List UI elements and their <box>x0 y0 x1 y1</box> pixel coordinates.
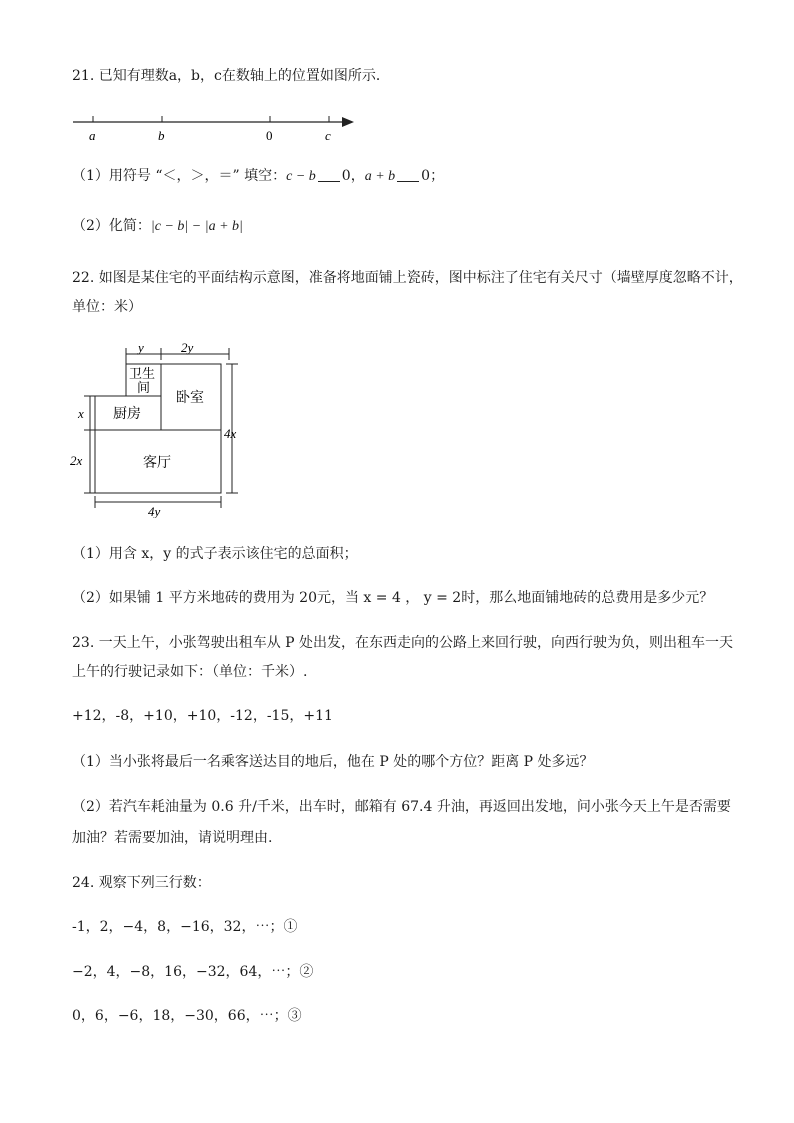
dim-bottom-4y: 4y <box>148 504 161 518</box>
dim-right-4x: 4x <box>224 426 237 441</box>
label-c: c <box>325 128 331 143</box>
q21-part1-v2: 0； <box>421 168 445 184</box>
label-zero: 0 <box>266 128 273 143</box>
dim-top-2y: 2y <box>181 340 194 355</box>
floor-plan-diagram <box>66 338 256 518</box>
q24-title: 24. 观察下列三行数： <box>72 875 211 891</box>
q21-expr-a-plus-b: a + b <box>364 169 396 184</box>
label-b: b <box>158 128 165 143</box>
q24-row1: -1，2，−4，8，−16，32，⋯；① <box>72 919 298 935</box>
q23-part2-line2: 加油？若需要加油，请说明理由. <box>72 830 273 846</box>
kitchen-label: 厨房 <box>113 407 141 422</box>
bathroom-label-2: 间 <box>137 380 151 395</box>
q22-part1: （1）用含 x，y 的式子表示该住宅的总面积； <box>72 546 358 562</box>
dim-top-y: y <box>138 340 144 355</box>
q21-part1-prefix: （1）用符号 “＜，＞，＝” 填空： <box>72 168 287 184</box>
living-room-label: 客厅 <box>143 456 171 471</box>
q21-title: 21. 已知有理数a，b，c在数轴上的位置如图所示． <box>72 68 390 84</box>
q22-title-line1: 22. 如图是某住宅的平面结构示意图，准备将地面铺上瓷砖，图中标注了住宅有关尺寸（墙壁厚度忽略不计， <box>72 270 743 286</box>
dim-left-x: x <box>78 406 84 421</box>
bathroom-label-1: 卫生 <box>129 366 156 381</box>
q23-part2-line1: （2）若汽车耗油量为 0.6 升/千米，出车时，邮箱有 67.4 升油，再返回出发地，问小张今天上午是否需要 <box>72 799 731 815</box>
answer-blank-1[interactable] <box>318 167 340 182</box>
q23-records: +12，-8，+10，+10，-12，-15，+11 <box>72 708 333 724</box>
q24-row2: −2，4，−8，16，−32，64，⋯；② <box>72 964 314 980</box>
dim-left-2x: 2x <box>70 453 83 468</box>
q21-expr-c-minus-b: c − b <box>286 169 316 184</box>
label-a: a <box>89 128 96 143</box>
q21-part2-prefix: （2）化简： <box>72 218 151 234</box>
bedroom-label: 卧室 <box>176 391 204 406</box>
q22-part2: （2）如果铺 1 平方米地砖的费用为 20元，当 x = 4 ， y = 2时，那么地面铺地砖的总费用是多少元？ <box>72 590 714 606</box>
q22-title-line2: 单位：米） <box>72 299 142 315</box>
number-line-figure <box>70 108 370 144</box>
q23-part1: （1）当小张将最后一名乘客送达目的地后，他在 P 处的哪个方位？距离 P 处多远？ <box>72 754 594 770</box>
number-line-arrowhead <box>342 117 354 127</box>
q23-title-line1: 23. 一天上午，小张驾驶出租车从 P 处出发，在东西走向的公路上来回行驶，向西行驶为负，则出租车一天 <box>72 635 734 651</box>
answer-blank-2[interactable] <box>397 167 419 182</box>
q21-part1-v1: 0， <box>341 168 365 184</box>
q23-title-line2: 上午的行驶记录如下：（单位：千米）. <box>72 664 308 680</box>
q21-part1 <box>72 166 444 187</box>
q21-part2-expression: |c − b| − |a + b| <box>150 219 243 234</box>
q24-row3: 0，6，−6，18，−30，66，⋯；③ <box>72 1008 302 1024</box>
q21-part2 <box>72 216 243 237</box>
